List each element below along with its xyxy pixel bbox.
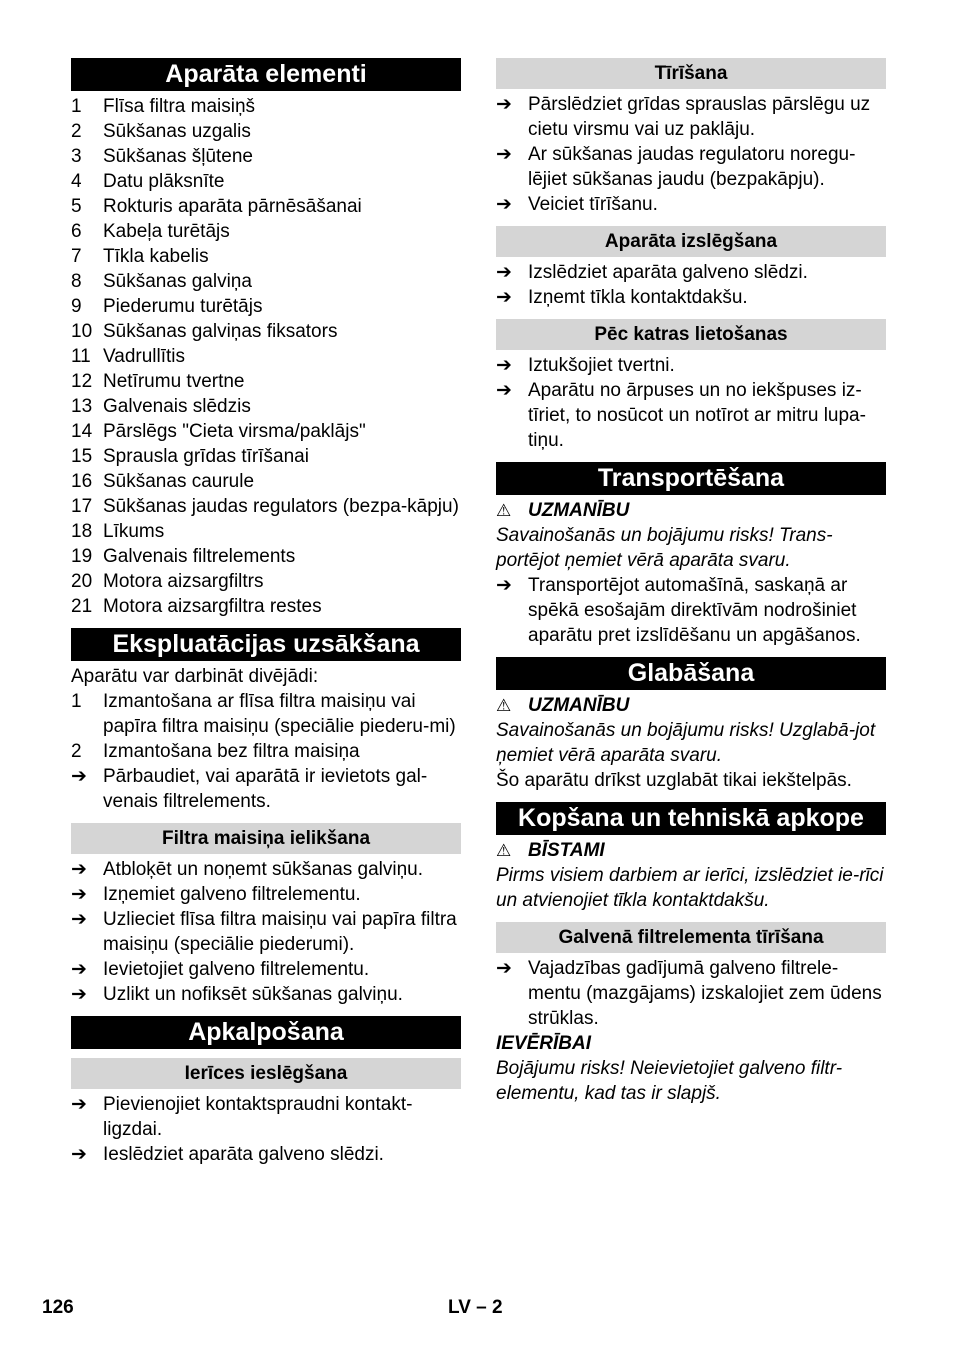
step-item: ➔ Ievietojiet galveno filtrelementu. <box>71 959 370 980</box>
arrow-right-icon: ➔ <box>496 380 512 401</box>
list-item: 17 Sūkšanas jaudas regulators (bezpa-kāpju) <box>71 496 459 517</box>
step-item: ➔ Pārslēdziet grīdas sprauslas pārslēgu uz cietu virsmu vai uz paklāju. <box>496 94 871 140</box>
section-title-maintenance: Kopšana un tehniskā apkope <box>496 802 886 835</box>
list-item: 13 Galvenais slēdzis <box>71 396 251 417</box>
warning-text: Savainošanās un bojājumu risks! Trans-portējot ņemiet vērā aparāta svaru. <box>496 525 833 571</box>
section-title-device-elements: Aparāta elementi <box>71 58 461 91</box>
note-text: Bojājumu risks! Neievietojiet galveno filtr-elementu, kad tas ir slapjš. <box>496 1058 843 1104</box>
storage-text: Šo aparātu drīkst uzglabāt tikai iekštelpās. <box>496 770 852 791</box>
language-page-marker: LV – 2 <box>448 1297 503 1318</box>
list-item: 16 Sūkšanas caurule <box>71 471 255 492</box>
list-item: 21 Motora aizsargfiltra restes <box>71 596 322 617</box>
warning-label: ⚠ UZMANĪBU <box>496 500 630 521</box>
subsection-title-cleaning: Tīrīšana <box>496 58 886 89</box>
list-item: 18 Līkums <box>71 521 165 542</box>
arrow-right-icon: ➔ <box>496 144 512 165</box>
warning-text: Savainošanās un bojājumu risks! Uzglabā-jot ņemiet vērā aparāta svaru. <box>496 720 876 766</box>
list-item: 15 Sprausla grīdas tīrīšanai <box>71 446 309 467</box>
arrow-right-icon: ➔ <box>71 766 87 787</box>
step-item: ➔ Aparātu no ārpuses un no iekšpuses iz-tīriet, to nosūcot un notīrot ar mitru lupa-tiņu. <box>496 380 866 451</box>
arrow-right-icon: ➔ <box>496 262 512 283</box>
danger-text: Pirms visiem darbiem ar ierīci, izslēdziet ie-rīci un atvienojiet tīkla kontaktdakšu. <box>496 865 884 911</box>
step-item: ➔ Transportējot automašīnā, saskaņā ar spēkā esošajām direktīvām nodrošiniet aparātu pret izslīdēšanu un apgāšanos. <box>496 575 861 646</box>
warning-triangle-icon: ⚠ <box>496 841 512 860</box>
list-item: 5 Rokturis aparāta pārnēsāšanai <box>71 196 362 217</box>
list-item: 20 Motora aizsargfiltrs <box>71 571 264 592</box>
left-column <box>71 58 461 1167</box>
arrow-right-icon: ➔ <box>71 909 87 930</box>
danger-label: ⚠ BĪSTAMI <box>496 840 605 861</box>
list-item: 14 Pārslēgs "Cieta virsma/paklājs" <box>71 421 366 442</box>
list-item: 2 Izmantošana bez filtra maisiņa <box>71 741 360 762</box>
arrow-right-icon: ➔ <box>71 859 87 880</box>
arrow-right-icon: ➔ <box>496 94 512 115</box>
list-item: 8 Sūkšanas galviņa <box>71 271 252 292</box>
step-item: ➔ Izslēdziet aparāta galveno slēdzi. <box>496 262 808 283</box>
arrow-right-icon: ➔ <box>71 1094 87 1115</box>
section-title-commissioning: Ekspluatācijas uzsākšana <box>71 628 461 661</box>
list-item: 6 Kabeļa turētājs <box>71 221 230 242</box>
list-item: 3 Sūkšanas šļūtene <box>71 146 253 167</box>
subsection-title-filter-cleaning: Galvenā filtrelementa tīrīšana <box>496 922 886 953</box>
list-item: 10 Sūkšanas galviņas fiksators <box>71 321 338 342</box>
step-item: ➔ Atbloķēt un noņemt sūkšanas galviņu. <box>71 859 424 880</box>
arrow-right-icon: ➔ <box>71 1144 87 1165</box>
list-item: 4 Datu plāksnīte <box>71 171 225 192</box>
arrow-right-icon: ➔ <box>71 959 87 980</box>
step-item: ➔ Iztukšojiet tvertni. <box>496 355 675 376</box>
step-item: ➔ Veiciet tīrīšanu. <box>496 194 658 215</box>
step-item: ➔ Ar sūkšanas jaudas regulatoru noregu-lējiet sūkšanas jaudu (bezpakāpju). <box>496 144 856 190</box>
subsection-title-switch-off: Aparāta izslēgšana <box>496 226 886 257</box>
list-item: 1 Flīsa filtra maisiņš <box>71 96 256 117</box>
subsection-title-filter-bag: Filtra maisiņa ielikšana <box>71 823 461 854</box>
arrow-right-icon: ➔ <box>496 958 512 979</box>
device-elements-list <box>71 94 461 619</box>
list-item: 7 Tīkla kabelis <box>71 246 209 267</box>
section-title-operation: Apkalpošana <box>71 1016 461 1049</box>
subsection-title-after-use: Pēc katras lietošanas <box>496 319 886 350</box>
arrow-right-icon: ➔ <box>496 287 512 308</box>
arrow-right-icon: ➔ <box>71 884 87 905</box>
step-item: ➔ Pievienojiet kontaktspraudni kontakt-ligzdai. <box>71 1094 413 1140</box>
step-item: ➔ Uzlikt un nofiksēt sūkšanas galviņu. <box>71 984 403 1005</box>
warning-triangle-icon: ⚠ <box>496 696 512 715</box>
note-label: IEVĒRĪBAI <box>496 1033 592 1054</box>
list-item: 12 Netīrumu tvertne <box>71 371 245 392</box>
step-item: ➔ Izņemiet galveno filtrelementu. <box>71 884 361 905</box>
step-item: ➔ Uzlieciet flīsa filtra maisiņu vai papīra filtra maisiņu (speciālie piederumi). <box>71 909 457 955</box>
page-number: 126 <box>42 1297 74 1318</box>
right-column <box>496 58 886 1106</box>
list-item: 1 Izmantošana ar flīsa filtra maisiņu vai papīra filtra maisiņu (speciālie piederu-mi) <box>71 691 456 737</box>
list-item: 9 Piederumu turētājs <box>71 296 263 317</box>
commissioning-intro: Aparātu var darbināt divējādi: <box>71 666 319 687</box>
arrow-right-icon: ➔ <box>496 194 512 215</box>
step-item: ➔ Izņemt tīkla kontaktdakšu. <box>496 287 748 308</box>
list-item: 11 Vadrullītis <box>71 346 186 367</box>
list-item: 2 Sūkšanas uzgalis <box>71 121 251 142</box>
arrow-right-icon: ➔ <box>71 984 87 1005</box>
step-item: ➔ Ieslēdziet aparāta galveno slēdzi. <box>71 1144 384 1165</box>
step-item: ➔ Pārbaudiet, vai aparātā ir ievietots gal-venais filtrelements. <box>71 766 428 812</box>
arrow-right-icon: ➔ <box>496 575 512 596</box>
list-item: 19 Galvenais filtrelements <box>71 546 296 567</box>
arrow-right-icon: ➔ <box>496 355 512 376</box>
section-title-transport: Transportēšana <box>496 462 886 495</box>
warning-label: ⚠ UZMANĪBU <box>496 695 630 716</box>
step-item: ➔ Vajadzības gadījumā galveno filtrele-mentu (mazgājams) izskalojiet zem ūdens strūklas. <box>496 958 882 1029</box>
subsection-title-switch-on: Ierīces ieslēgšana <box>71 1058 461 1089</box>
warning-triangle-icon: ⚠ <box>496 501 512 520</box>
section-title-storage: Glabāšana <box>496 657 886 690</box>
